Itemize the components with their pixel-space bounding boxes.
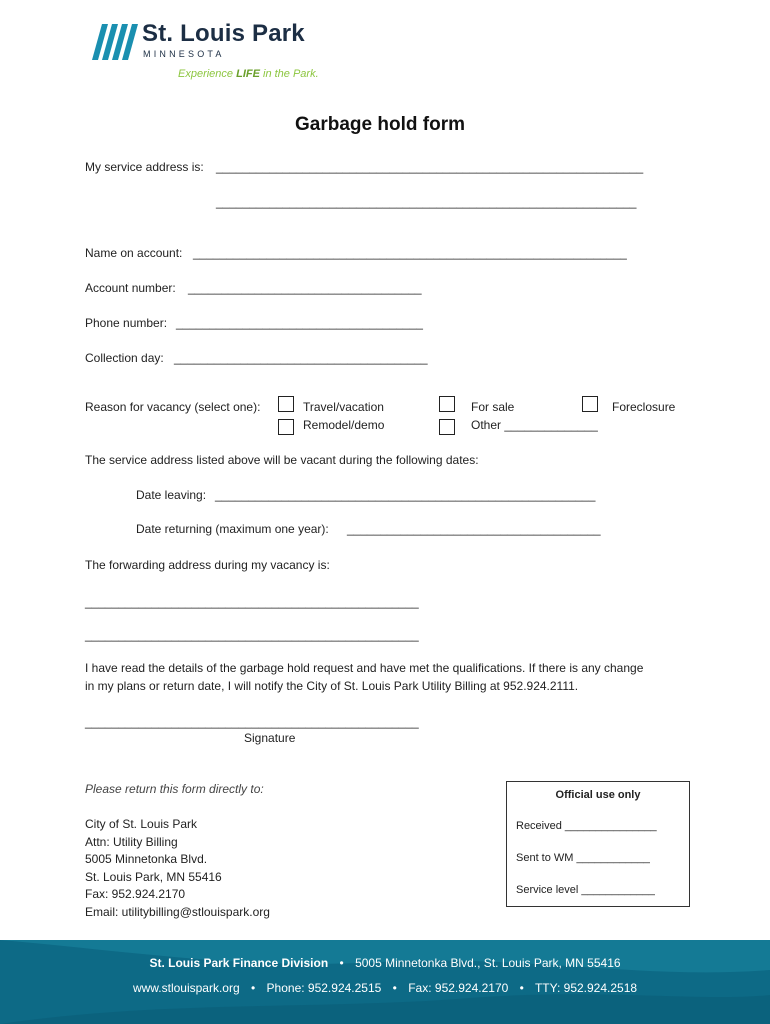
date-returning-field[interactable]: ______________________________________ [347, 522, 601, 536]
phone-number-field[interactable]: _____________________________________ [176, 316, 423, 330]
footer-website-link[interactable]: www.stlouispark.org [132, 981, 240, 995]
forwarding-address-field-2[interactable]: __________________________________________________ [85, 628, 419, 642]
footer-line-1 [0, 956, 770, 970]
date-leaving-label: Date leaving: [136, 488, 207, 502]
date-leaving-field[interactable]: _________________________________________________________ [215, 488, 596, 502]
for-sale-checkbox[interactable] [439, 396, 455, 412]
account-number-field[interactable]: ___________________________________ [188, 281, 422, 295]
received-field[interactable]: Received _______________ [516, 820, 657, 832]
footer-fax: Fax: 952.924.2170 [408, 981, 509, 995]
agreement-text-line-1: I have read the details of the garbage hold request and have met the qualifications. If there is any change [85, 661, 644, 675]
form-title: Garbage hold form [295, 114, 465, 135]
signature-label: Signature [244, 731, 296, 745]
footer-bullet: • [519, 981, 524, 995]
collection-day-label: Collection day: [85, 351, 164, 365]
name-on-account-field[interactable]: _________________________________________________________________ [193, 246, 627, 260]
remodel-checkbox[interactable] [278, 419, 294, 435]
return-address-line: City of St. Louis Park [85, 817, 198, 831]
footer-phone: Phone: 952.924.2515 [266, 981, 382, 995]
footer-bullet: • [392, 981, 397, 995]
footer-line-2 [0, 981, 770, 995]
return-instructions: Please return this form directly to: [85, 782, 264, 796]
travel-checkbox[interactable] [278, 396, 294, 412]
foreclosure-option-label: Foreclosure [612, 400, 676, 414]
return-address-line: Attn: Utility Billing [85, 835, 178, 849]
city-logo-mark-icon [92, 24, 138, 60]
collection-day-field[interactable]: ______________________________________ [174, 351, 428, 365]
tagline-pre: Experience [178, 68, 237, 80]
logo-name: St. Louis Park [142, 20, 305, 47]
signature-field[interactable]: __________________________________________________ [85, 715, 419, 729]
agreement-text-line-2: in my plans or return date, I will notify the City of St. Louis Park Utility Billing at 952.924.2111. [85, 679, 579, 693]
for-sale-option-label: For sale [471, 400, 515, 414]
date-returning-label: Date returning (maximum one year): [136, 522, 329, 536]
other-checkbox[interactable] [439, 419, 455, 435]
logo-state: MINNESOTA [143, 49, 225, 59]
footer-tty: TTY: 952.924.2518 [534, 981, 638, 995]
official-use-title: Official use only [555, 789, 641, 801]
phone-number-label: Phone number: [85, 316, 168, 330]
service-address-field-2[interactable]: _______________________________________________________________ [216, 195, 637, 209]
tagline-post: in the Park. [259, 68, 319, 80]
footer-banner [0, 940, 770, 1024]
footer-division: St. Louis Park Finance Division [149, 956, 329, 970]
footer-address: 5005 Minnetonka Blvd., St. Louis Park, MN 55416 [355, 956, 621, 970]
return-email[interactable]: Email: utilitybilling@stlouispark.org [85, 905, 270, 919]
return-address-line: Fax: 952.924.2170 [85, 887, 186, 901]
return-address-line: 5005 Minnetonka Blvd. [85, 852, 208, 866]
account-number-label: Account number: [85, 281, 176, 295]
reason-label: Reason for vacancy (select one): [85, 400, 261, 414]
foreclosure-checkbox[interactable] [582, 396, 598, 412]
forwarding-address-field-1[interactable]: __________________________________________________ [85, 595, 419, 609]
return-address-line: St. Louis Park, MN 55416 [85, 870, 222, 884]
logo-tagline [178, 68, 319, 80]
vacant-dates-label: The service address listed above will be vacant during the following dates: [85, 453, 479, 467]
remodel-option-label: Remodel/demo [303, 418, 385, 432]
other-option-label: Other ______________ [471, 418, 598, 432]
service-level-field[interactable]: Service level ____________ [516, 884, 655, 896]
forwarding-address-label: The forwarding address during my vacancy is: [85, 558, 330, 572]
sent-to-wm-field[interactable]: Sent to WM ____________ [516, 852, 650, 864]
footer-bullet: • [339, 956, 344, 970]
service-address-label: My service address is: [85, 160, 204, 174]
service-address-field-1[interactable]: ________________________________________________________________ [216, 160, 644, 174]
name-on-account-label: Name on account: [85, 246, 183, 260]
tagline-life: LIFE [236, 68, 260, 80]
footer-bullet: • [251, 981, 256, 995]
travel-option-label: Travel/vacation [303, 400, 384, 414]
